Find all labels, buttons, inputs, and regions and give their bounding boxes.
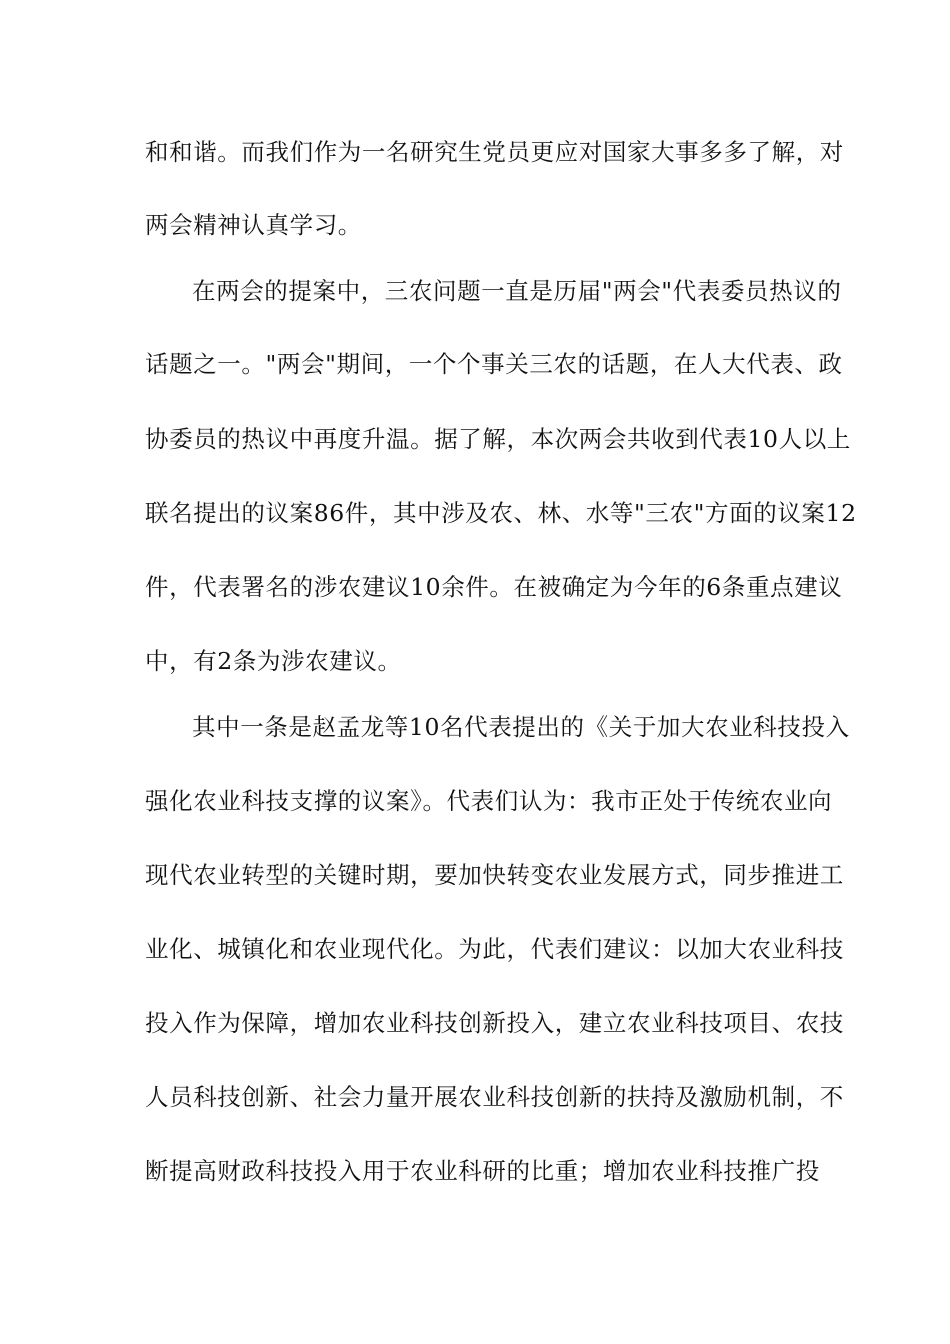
paragraph-line: 其中一条是赵孟龙等10名代表提出的《关于加大农业科技投入 xyxy=(192,713,850,741)
paragraph-line: 中，有2条为涉农建议。 xyxy=(145,647,402,675)
paragraph-line: 协委员的热议中再度升温。据了解，本次两会共收到代表10人以上 xyxy=(145,425,851,453)
paragraph-line: 断提高财政科技投入用于农业科研的比重；增加农业科技推广投 xyxy=(145,1157,820,1185)
paragraph-line: 在两会的提案中，三农问题一直是历届"两会"代表委员热议的 xyxy=(192,277,842,305)
paragraph-line: 强化农业科技支撑的议案》。代表们认为：我市正处于传统农业向 xyxy=(145,787,833,815)
paragraph-line: 联名提出的议案86件，其中涉及农、林、水等"三农"方面的议案12 xyxy=(145,499,857,527)
paragraph-line: 人员科技创新、社会力量开展农业科技创新的扶持及激励机制，不 xyxy=(145,1083,844,1111)
paragraph-line: 两会精神认真学习。 xyxy=(145,211,362,239)
paragraph-line: 投入作为保障，增加农业科技创新投入，建立农业科技项目、农技 xyxy=(145,1009,844,1037)
paragraph-line: 件，代表署名的涉农建议10余件。在被确定为今年的6条重点建议 xyxy=(145,573,843,601)
paragraph-line: 业化、城镇化和农业现代化。为此，代表们建议：以加大农业科技 xyxy=(145,935,844,963)
paragraph-line: 现代农业转型的关键时期，要加快转变农业发展方式，同步推进工 xyxy=(145,861,844,889)
paragraph-line: 话题之一。"两会"期间，一个个事关三农的话题，在人大代表、政 xyxy=(145,350,843,378)
paragraph-line: 和和谐。而我们作为一名研究生党员更应对国家大事多多了解，对 xyxy=(145,138,844,166)
